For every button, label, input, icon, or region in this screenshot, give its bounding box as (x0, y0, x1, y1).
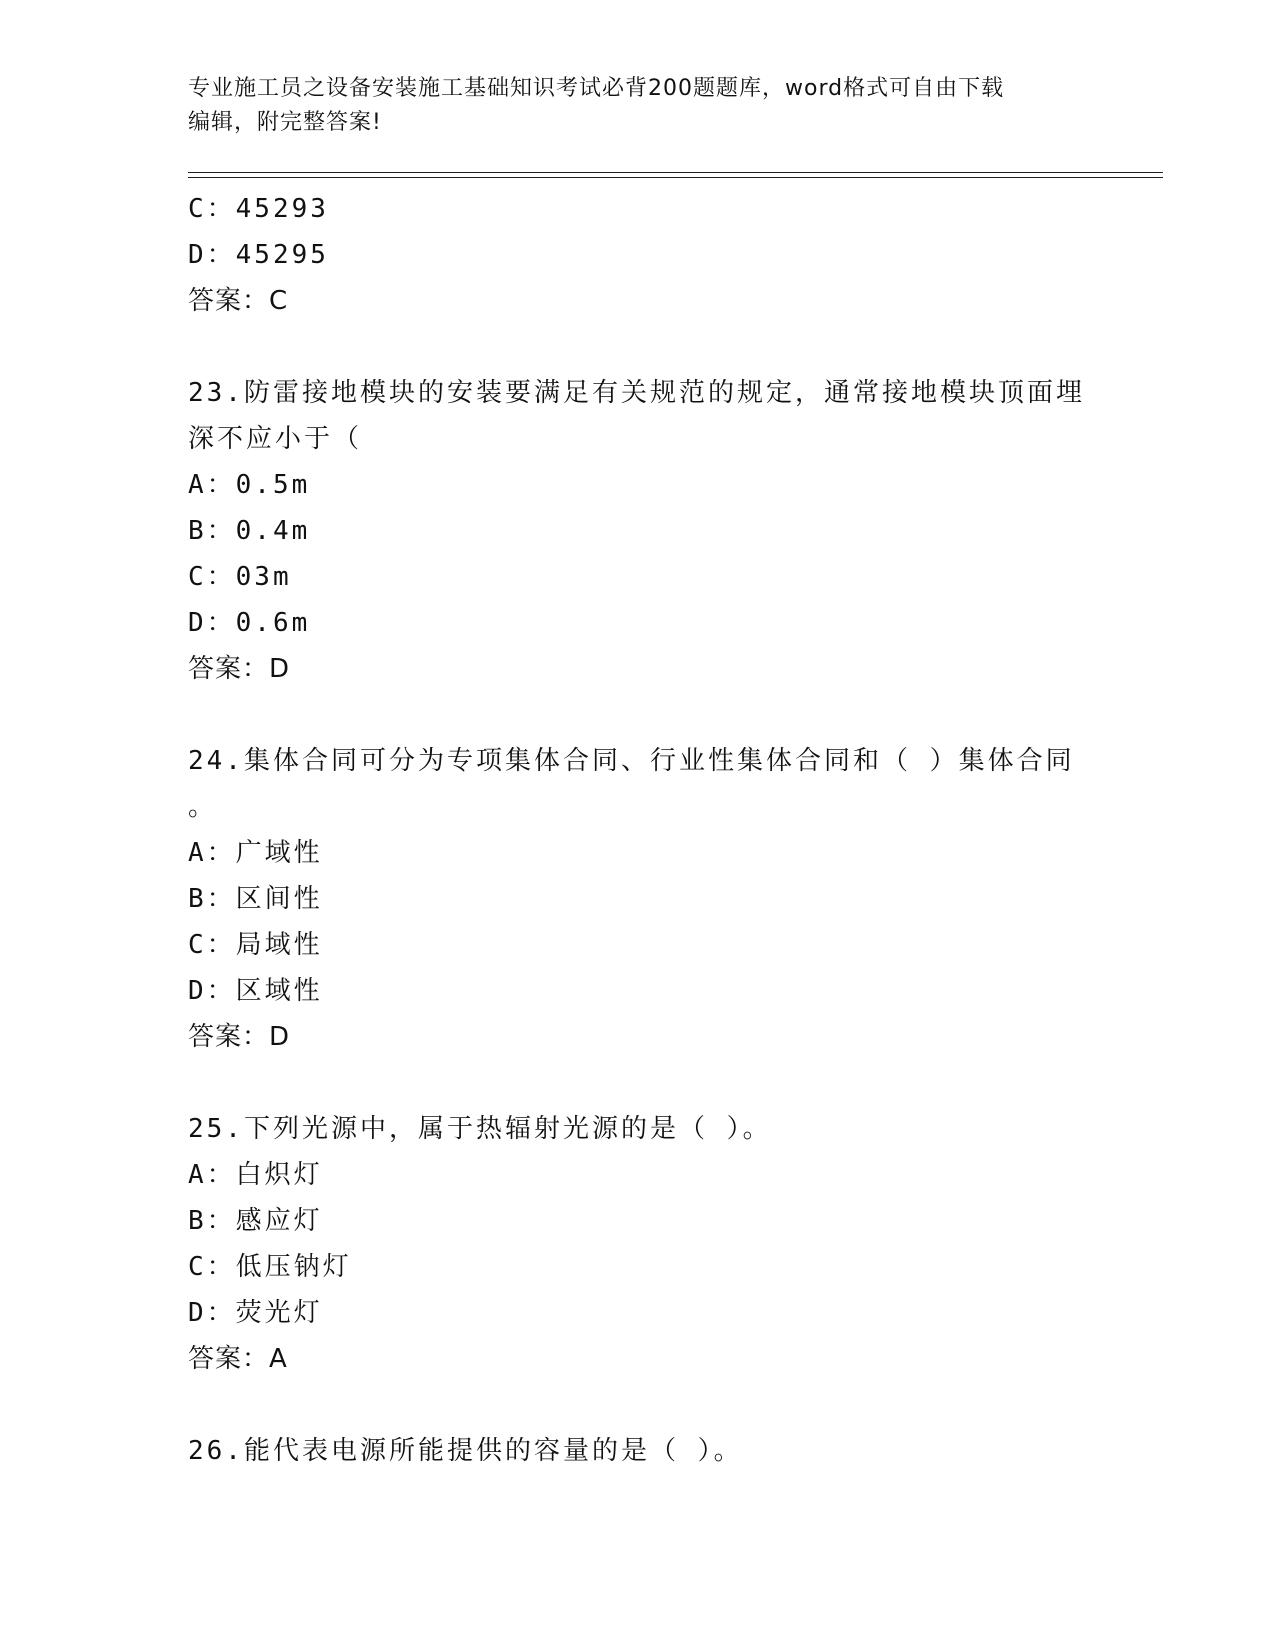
option-line: B：0.4m (188, 516, 311, 546)
question-block (188, 1428, 1088, 1474)
document-header (188, 72, 1088, 140)
option-line: C：03m (188, 562, 292, 592)
option-line: D：0.6m (188, 608, 311, 638)
spacer (188, 324, 1088, 370)
option-line: D：荧光灯 (188, 1298, 323, 1328)
header-line-1: 专业施工员之设备安装施工基础知识考试必背200题题库，word格式可自由下载 (188, 76, 1005, 101)
spacer (188, 1060, 1088, 1106)
spacer (188, 692, 1088, 738)
answer-line: 答案：A (188, 1344, 288, 1374)
question-block (188, 370, 1088, 692)
question-text-line: 。 (188, 792, 218, 822)
question-text-line: 23.防雷接地模块的安装要满足有关规范的规定，通常接地模块顶面埋 (188, 378, 1085, 408)
question-text-line: 深不应小于（ (188, 424, 363, 454)
option-line: C：局域性 (188, 930, 323, 960)
option-line: D：区域性 (188, 976, 323, 1006)
header-line-2: 编辑，附完整答案! (188, 110, 382, 135)
question-text-line: 25.下列光源中，属于热辐射光源的是（ ）。 (188, 1114, 772, 1144)
option-line: B：感应灯 (188, 1206, 323, 1236)
question-block (188, 1106, 1088, 1382)
option-line: B：区间性 (188, 884, 323, 914)
option-line: A：0.5m (188, 470, 311, 500)
answer-line: 答案：D (188, 654, 291, 684)
option-line: A：白炽灯 (188, 1160, 323, 1190)
header-rule-bottom (188, 177, 1163, 178)
option-line: C：低压钠灯 (188, 1252, 352, 1282)
option-line: A：广域性 (188, 838, 323, 868)
spacer (188, 1382, 1088, 1428)
question-content (188, 186, 1088, 1474)
header-rule-top (188, 172, 1163, 173)
answer-line: 答案：D (188, 1022, 291, 1052)
option-line: C：45293 (188, 194, 329, 224)
option-line: D：45295 (188, 240, 329, 270)
question-text-line: 24.集体合同可分为专项集体合同、行业性集体合同和（ ）集体合同 (188, 746, 1075, 776)
answer-line: 答案：C (188, 286, 289, 316)
question-text-line: 26.能代表电源所能提供的容量的是（ ）。 (188, 1436, 743, 1466)
question-block (188, 738, 1088, 1060)
